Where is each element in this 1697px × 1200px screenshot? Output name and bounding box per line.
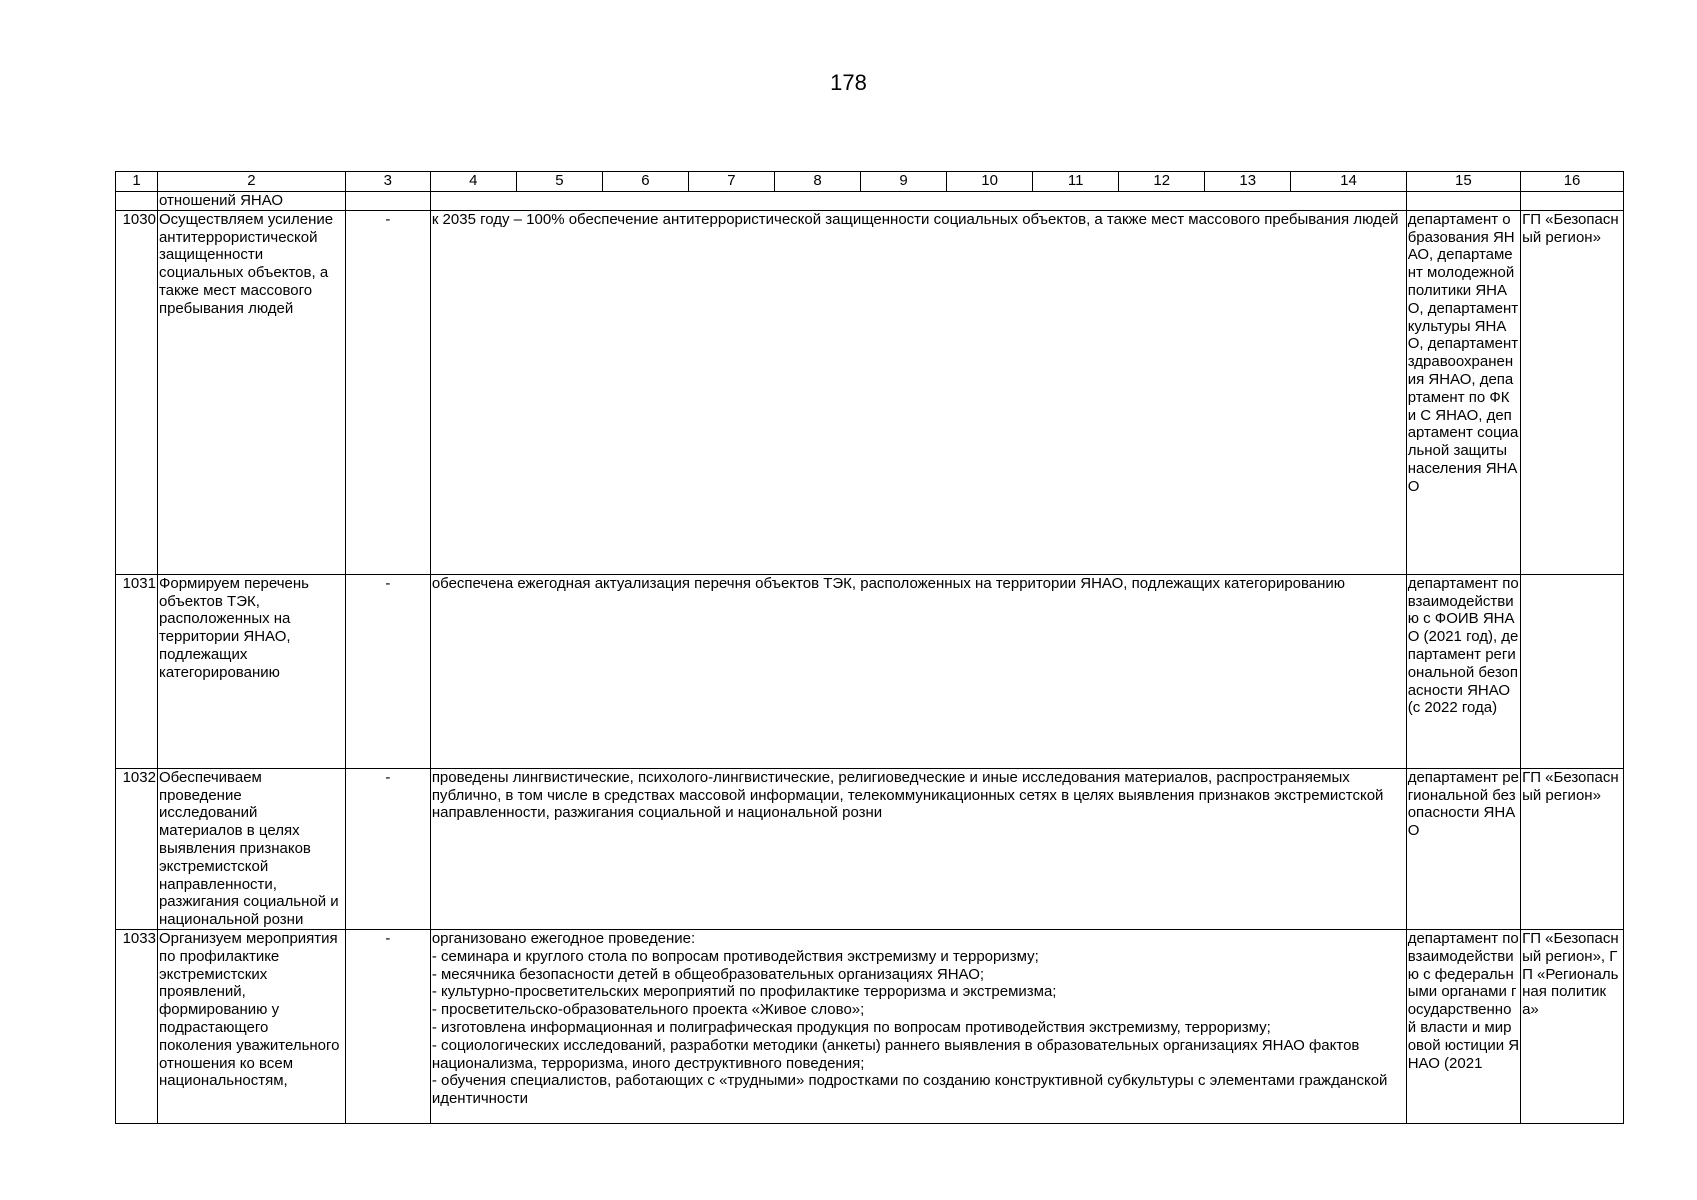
row-number: 1033 [116,929,158,1123]
column-header: 11 [1033,172,1119,192]
result-text [430,929,1406,1123]
result-line: - просветительско-образовательного проекта «Живое слово»; [431,1001,865,1019]
column-header: 2 [157,172,345,192]
column-header: 4 [430,172,516,192]
state-program [1521,574,1624,768]
measure-name: Формируем перечень объектов ТЭК, расположенных на территории ЯНАО, подлежащих категорированию [157,574,345,768]
column-header: 3 [345,172,430,192]
col3-value: - [345,210,430,574]
measures-table [115,171,1624,1124]
responsible-executor: департамент по взаимодействию с федеральными органами государственной власти и мировой юстиции ЯНАО (2021 [1406,929,1520,1123]
result-text [430,210,1406,574]
measure-name: Обеспечиваем проведение исследований материалов в целях выявления признаков экстремистской направленности, разжигания социальной и национальной розни [157,768,345,929]
result-text [430,768,1406,929]
result-line: - семинара и круглого стола по вопросам противодействия экстремизму и терроризму; [431,947,1039,965]
column-header: 14 [1291,172,1406,192]
cell-empty [1406,192,1520,211]
column-header: 9 [861,172,947,192]
result-line: к 2035 году – 100% обеспечение антитеррористической защищенности социальных объектов, а также мест массового пребывания людей [431,210,1399,228]
state-program: ГП «Безопасный регион» [1521,210,1624,574]
column-header: 1 [116,172,158,192]
result-line: - социологических исследований, разработки методики (анкеты) раннего выявления в образовательных организациях ЯНАО фактов национализма, терроризма, иного деструктивного поведения; [431,1036,1360,1072]
row-number: 1031 [116,574,158,768]
cell-empty [345,192,430,211]
state-program: ГП «Безопасный регион», ГП «Региональная политика» [1521,929,1624,1123]
column-number-header-row [116,172,1624,192]
column-header: 6 [602,172,688,192]
col3-value: - [345,929,430,1123]
result-line: - месячника безопасности детей в общеобразовательных организациях ЯНАО; [431,965,985,983]
result-text [430,574,1406,768]
result-line: обеспечена ежегодная актуализация перечня объектов ТЭК, расположенных на территории ЯНАО, подлежащих категорированию [431,574,1346,592]
result-line: проведены лингвистические, психолого-лингвистические, религиоведческие и иные исследования материалов, распространяемых публично, в том числе в средствах массовой информации, телекоммуникационных сетях в целях выявления признаков экстремистской направленности, разжигания социальной и национальной розни [431,768,1384,822]
responsible-executor: департамент по взаимодействию с ФОИВ ЯНАО (2021 год), департамент региональной безопасности ЯНАО (с 2022 года) [1406,574,1520,768]
cell-empty [116,192,158,211]
table-row [116,929,1624,1123]
measure-name: Организуем мероприятия по профилактике экстремистских проявлений, формированию у подрастающего поколения уважительного отношения ко всем национальностям, [157,929,345,1123]
responsible-executor: департамент образования ЯНАО, департамент молодежной политики ЯНАО, департамент культуры ЯНАО, департамент здравоохранения ЯНАО, департамент по ФК и С ЯНАО, департамент социальной защиты населения ЯНАО [1406,210,1520,574]
responsible-executor: департамент региональной безопасности ЯНАО [1406,768,1520,929]
result-line: - культурно-просветительских мероприятий по профилактике терроризма и экстремизма; [431,983,1057,1001]
result-line: - обучения специалистов, работающих с «трудными» подростками по созданию конструктивной субкультуры с элементами гражданской идентичности [431,1072,1388,1108]
page-number: 178 [830,70,867,95]
continuation-text: отношений ЯНАО [157,192,345,211]
table-row [116,574,1624,768]
column-header: 13 [1205,172,1291,192]
table-row [116,768,1624,929]
table-row [116,210,1624,574]
col3-value: - [345,574,430,768]
column-header: 8 [775,172,861,192]
result-line: - изготовлена информационная и полиграфическая продукция по вопросам противодействия экстремизму, терроризму; [431,1018,1271,1036]
column-header: 5 [516,172,602,192]
measure-name: Осуществляем усиление антитеррористической защищенности социальных объектов, а также мест массового пребывания людей [157,210,345,574]
column-header: 12 [1119,172,1205,192]
column-header: 15 [1406,172,1520,192]
column-header: 10 [947,172,1033,192]
cell-empty [430,192,1406,211]
continuation-row [116,192,1624,211]
column-header: 7 [688,172,774,192]
row-number: 1032 [116,768,158,929]
state-program: ГП «Безопасный регион» [1521,768,1624,929]
cell-empty [1521,192,1624,211]
row-number: 1030 [116,210,158,574]
result-line: организовано ежегодное проведение: [431,929,696,947]
col3-value: - [345,768,430,929]
column-header: 16 [1521,172,1624,192]
